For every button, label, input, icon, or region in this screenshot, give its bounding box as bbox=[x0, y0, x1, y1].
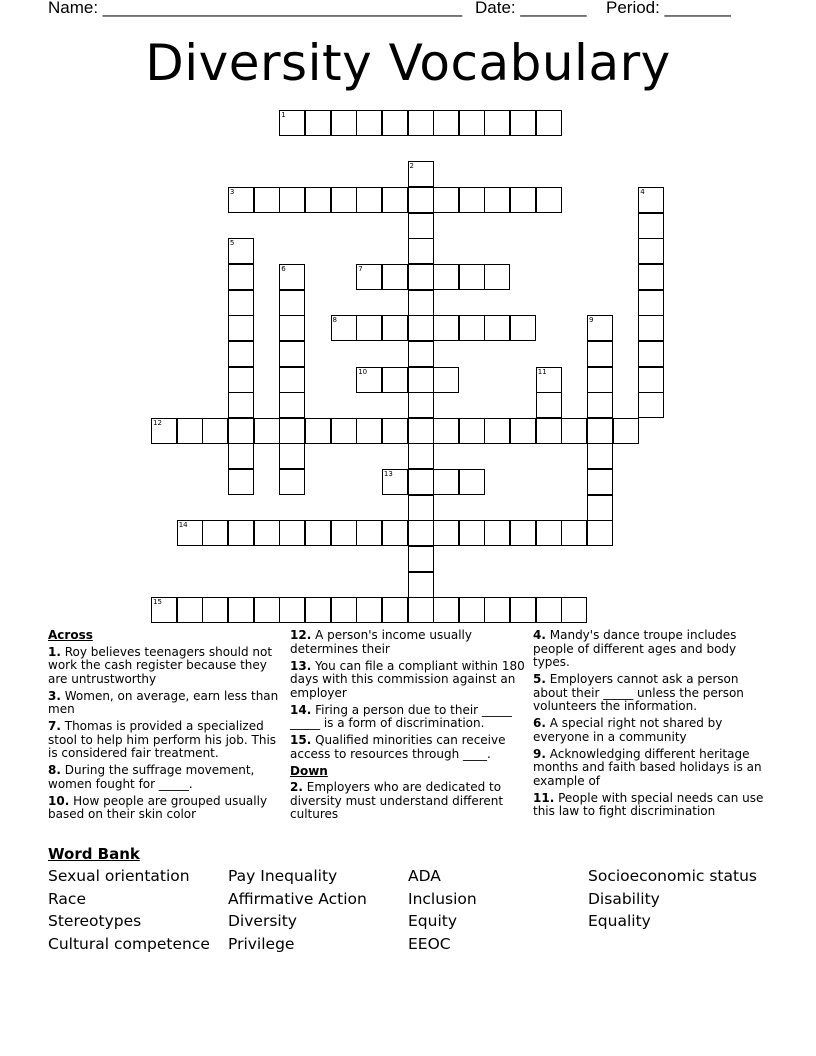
crossword-cell[interactable] bbox=[254, 187, 280, 213]
cell-number: 2 bbox=[409, 162, 414, 171]
crossword-cell[interactable] bbox=[177, 418, 203, 444]
word-bank bbox=[48, 867, 788, 958]
clue-number: 1. bbox=[48, 644, 61, 659]
word-bank-item: Race bbox=[48, 889, 86, 908]
crossword-cell[interactable] bbox=[382, 110, 408, 136]
crossword-cell[interactable] bbox=[228, 367, 254, 393]
word-bank-item: Stereotypes bbox=[48, 912, 142, 931]
crossword-cell[interactable] bbox=[587, 443, 613, 469]
cell-number: 4 bbox=[640, 187, 645, 196]
crossword-cell[interactable] bbox=[151, 597, 177, 623]
crossword-cell[interactable] bbox=[228, 392, 254, 418]
cell-number: 8 bbox=[332, 316, 337, 325]
cell-number: 3 bbox=[229, 187, 235, 196]
crossword-cell[interactable] bbox=[587, 392, 613, 418]
crossword-cell[interactable] bbox=[587, 315, 613, 341]
crossword-cell[interactable] bbox=[305, 110, 331, 136]
crossword-cell[interactable] bbox=[331, 315, 357, 341]
crossword-cell[interactable] bbox=[638, 341, 664, 367]
crossword-cell[interactable] bbox=[510, 187, 536, 213]
crossword-cell[interactable] bbox=[382, 315, 408, 341]
crossword-cell[interactable] bbox=[151, 418, 177, 444]
crossword-cell[interactable] bbox=[382, 367, 408, 393]
clue-across-10 bbox=[48, 795, 284, 822]
crossword-cell[interactable] bbox=[484, 187, 510, 213]
crossword-cell[interactable] bbox=[279, 315, 305, 341]
word-bank-title: Word Bank bbox=[48, 845, 140, 863]
clue-down-5 bbox=[533, 673, 769, 714]
crossword-cell[interactable] bbox=[408, 290, 434, 316]
crossword-cell[interactable] bbox=[433, 187, 459, 213]
crossword-cell[interactable] bbox=[561, 520, 587, 546]
crossword-cell[interactable] bbox=[408, 443, 434, 469]
crossword-cell[interactable] bbox=[408, 110, 434, 136]
clue-across-13 bbox=[290, 660, 526, 701]
crossword-cell[interactable] bbox=[279, 187, 305, 213]
clue-text: Women, on average, earn less than men bbox=[48, 688, 279, 716]
crossword-cell[interactable] bbox=[408, 187, 434, 213]
crossword-cell[interactable] bbox=[536, 367, 562, 393]
page-title: Diversity Vocabulary bbox=[145, 34, 671, 92]
crossword-cell[interactable] bbox=[510, 597, 536, 623]
crossword-cell[interactable] bbox=[279, 264, 305, 290]
clue-number: 15. bbox=[290, 733, 312, 747]
crossword-cell[interactable] bbox=[279, 418, 305, 444]
crossword-cell[interactable] bbox=[510, 520, 536, 546]
crossword-cell[interactable] bbox=[638, 315, 664, 341]
crossword-cell[interactable] bbox=[356, 315, 382, 341]
crossword-cell[interactable] bbox=[536, 392, 562, 418]
clue-number: 5. bbox=[533, 672, 546, 686]
crossword-cell[interactable] bbox=[587, 469, 613, 495]
clue-number: 10. bbox=[48, 793, 70, 808]
crossword-cell[interactable] bbox=[561, 418, 587, 444]
crossword-cell[interactable] bbox=[408, 213, 434, 239]
crossword-cell[interactable] bbox=[382, 187, 408, 213]
crossword-cell[interactable] bbox=[279, 367, 305, 393]
clue-across-3 bbox=[48, 690, 284, 717]
crossword-cell[interactable] bbox=[433, 315, 459, 341]
crossword-cell[interactable] bbox=[228, 187, 254, 213]
crossword-cell[interactable] bbox=[587, 495, 613, 521]
crossword-cell[interactable] bbox=[459, 187, 485, 213]
crossword-cell[interactable] bbox=[510, 110, 536, 136]
cell-number: 6 bbox=[281, 264, 286, 273]
crossword-cell[interactable] bbox=[433, 367, 459, 393]
cell-number: 14 bbox=[178, 521, 188, 530]
clue-down-11 bbox=[533, 792, 769, 819]
crossword-cell[interactable] bbox=[331, 418, 357, 444]
clue-number: 13. bbox=[290, 658, 312, 673]
crossword-cell[interactable] bbox=[279, 110, 305, 136]
crossword-cell[interactable] bbox=[279, 469, 305, 495]
crossword-cell[interactable] bbox=[228, 597, 254, 623]
crossword-cell[interactable] bbox=[638, 264, 664, 290]
crossword-cell[interactable] bbox=[408, 469, 434, 495]
cell-number: 13 bbox=[383, 470, 393, 479]
crossword-cell[interactable] bbox=[459, 520, 485, 546]
word-bank-item: Pay Inequality bbox=[228, 867, 338, 885]
crossword-cell[interactable] bbox=[228, 418, 254, 444]
cell-number: 7 bbox=[358, 264, 363, 273]
clue-number: 2. bbox=[290, 780, 303, 794]
crossword-cell[interactable] bbox=[202, 418, 228, 444]
crossword-cell[interactable] bbox=[408, 392, 434, 418]
crossword-cell[interactable] bbox=[177, 520, 203, 546]
crossword-cell[interactable] bbox=[331, 597, 357, 623]
crossword-cell[interactable] bbox=[484, 315, 510, 341]
date-field-label[interactable]: Date: _______ bbox=[475, 0, 587, 17]
crossword-cell[interactable] bbox=[459, 469, 485, 495]
crossword-cell[interactable] bbox=[408, 341, 434, 367]
crossword-cell[interactable] bbox=[484, 110, 510, 136]
crossword-cell[interactable] bbox=[536, 520, 562, 546]
crossword-cell[interactable] bbox=[638, 367, 664, 393]
crossword-cell[interactable] bbox=[408, 315, 434, 341]
down-heading: Down bbox=[290, 763, 328, 778]
crossword-cell[interactable] bbox=[638, 213, 664, 239]
crossword-cell[interactable] bbox=[484, 597, 510, 623]
clue-number: 6. bbox=[533, 716, 546, 730]
clue-across-1 bbox=[48, 646, 284, 687]
crossword-cell[interactable] bbox=[536, 418, 562, 444]
crossword-cell[interactable] bbox=[382, 418, 408, 444]
crossword-cell[interactable] bbox=[587, 341, 613, 367]
crossword-cell[interactable] bbox=[484, 418, 510, 444]
crossword-cell[interactable] bbox=[408, 546, 434, 572]
crossword-cell[interactable] bbox=[433, 264, 459, 290]
crossword-cell[interactable] bbox=[228, 315, 254, 341]
crossword-cell[interactable] bbox=[613, 418, 639, 444]
crossword-cell[interactable] bbox=[228, 341, 254, 367]
crossword-cell[interactable] bbox=[305, 418, 331, 444]
word-bank-item bbox=[588, 935, 788, 958]
clue-text: Thomas is provided a specialized stool to help him perform his job. This is considered fair treatment. bbox=[48, 719, 277, 760]
crossword-cell[interactable] bbox=[382, 469, 408, 495]
crossword-cell[interactable] bbox=[356, 418, 382, 444]
cell-number: 15 bbox=[153, 598, 162, 607]
crossword-cell[interactable] bbox=[459, 264, 485, 290]
crossword-cell[interactable] bbox=[254, 418, 280, 444]
clue-down-4 bbox=[533, 629, 769, 670]
crossword-cell[interactable] bbox=[433, 110, 459, 136]
clue-text: How people are grouped usually based on their skin color bbox=[48, 793, 268, 821]
word-bank-item: Inclusion bbox=[408, 889, 477, 908]
crossword-cell[interactable] bbox=[433, 469, 459, 495]
clue-down-6 bbox=[533, 717, 769, 744]
crossword-cell[interactable] bbox=[228, 290, 254, 316]
clue-number: 14. bbox=[290, 702, 312, 717]
crossword-cell[interactable] bbox=[279, 290, 305, 316]
clue-across-7 bbox=[48, 720, 284, 761]
clue-number: 11. bbox=[533, 790, 555, 805]
crossword-cell[interactable] bbox=[356, 187, 382, 213]
clue-number: 3. bbox=[48, 688, 61, 703]
crossword-cell[interactable] bbox=[254, 597, 280, 623]
word-bank-item: Equity bbox=[408, 912, 458, 931]
crossword-cell[interactable] bbox=[433, 520, 459, 546]
clue-text: A special right not shared by everyone in a community bbox=[533, 716, 723, 744]
crossword-cell[interactable] bbox=[228, 443, 254, 469]
crossword-cell[interactable] bbox=[638, 290, 664, 316]
crossword-cell[interactable] bbox=[254, 520, 280, 546]
crossword-cell[interactable] bbox=[279, 392, 305, 418]
word-bank-item: ADA bbox=[408, 867, 441, 885]
crossword-cell[interactable] bbox=[408, 520, 434, 546]
crossword-cell[interactable] bbox=[587, 367, 613, 393]
crossword-cell[interactable] bbox=[638, 392, 664, 418]
clue-number: 4. bbox=[533, 628, 546, 642]
clue-across-14 bbox=[290, 704, 526, 731]
clue-across-12 bbox=[290, 629, 526, 656]
word-bank-item: Cultural competence bbox=[48, 935, 210, 954]
crossword-cell[interactable] bbox=[459, 418, 485, 444]
crossword-cell[interactable] bbox=[331, 187, 357, 213]
clue-text: A person's income usually determines their bbox=[290, 628, 472, 656]
crossword-cell[interactable] bbox=[228, 264, 254, 290]
crossword-cell[interactable] bbox=[459, 597, 485, 623]
crossword-cell[interactable] bbox=[279, 443, 305, 469]
crossword-cell[interactable] bbox=[536, 187, 562, 213]
crossword-cell[interactable] bbox=[459, 315, 485, 341]
clues-column-2 bbox=[290, 629, 526, 825]
crossword-cell[interactable] bbox=[433, 597, 459, 623]
crossword-cell[interactable] bbox=[202, 597, 228, 623]
crossword-cell[interactable] bbox=[279, 341, 305, 367]
clue-number: 9. bbox=[533, 746, 546, 761]
crossword-cell[interactable] bbox=[202, 520, 228, 546]
across-heading: Across bbox=[48, 628, 93, 642]
crossword-cell[interactable] bbox=[356, 264, 382, 290]
crossword-cell[interactable] bbox=[459, 110, 485, 136]
crossword-cell[interactable] bbox=[510, 418, 536, 444]
crossword-cell[interactable] bbox=[382, 597, 408, 623]
crossword-cell[interactable] bbox=[638, 238, 664, 264]
crossword-cell[interactable] bbox=[408, 597, 434, 623]
crossword-cell[interactable] bbox=[408, 161, 434, 187]
crossword-cell[interactable] bbox=[561, 597, 587, 623]
cell-number: 12 bbox=[153, 418, 162, 427]
crossword-cell[interactable] bbox=[331, 520, 357, 546]
crossword-cell[interactable] bbox=[382, 264, 408, 290]
crossword-cell[interactable] bbox=[587, 520, 613, 546]
crossword-cell[interactable] bbox=[536, 110, 562, 136]
cell-number: 10 bbox=[358, 367, 368, 376]
word-bank-item: Affirmative Action bbox=[228, 889, 367, 908]
crossword-cell[interactable] bbox=[279, 597, 305, 623]
name-field-label[interactable]: Name: ______________________________________ bbox=[48, 0, 463, 17]
crossword-cell[interactable] bbox=[228, 520, 254, 546]
clue-across-15 bbox=[290, 734, 526, 761]
crossword-cell[interactable] bbox=[587, 418, 613, 444]
crossword-cell[interactable] bbox=[433, 418, 459, 444]
crossword-cell[interactable] bbox=[356, 367, 382, 393]
crossword-cell[interactable] bbox=[408, 367, 434, 393]
word-bank-item: EEOC bbox=[408, 935, 451, 954]
crossword-cell[interactable] bbox=[356, 520, 382, 546]
crossword-cell[interactable] bbox=[484, 264, 510, 290]
crossword-cell[interactable] bbox=[382, 520, 408, 546]
word-bank-item: Diversity bbox=[228, 912, 297, 931]
crossword-cell[interactable] bbox=[305, 187, 331, 213]
clue-text: Qualified minorities can receive access to resources through ____. bbox=[290, 733, 506, 761]
word-bank-item: Privilege bbox=[228, 935, 295, 954]
crossword-cell[interactable] bbox=[408, 418, 434, 444]
clue-text: Mandy's dance troupe includes people of different ages and body types. bbox=[533, 628, 737, 669]
clue-text: Acknowledging different heritage months and faith based holidays is an example of bbox=[533, 746, 762, 788]
clue-number: 12. bbox=[290, 628, 312, 642]
crossword-cell[interactable] bbox=[279, 520, 305, 546]
cell-number: 9 bbox=[589, 316, 594, 325]
word-bank-item: Socioeconomic status bbox=[588, 867, 757, 885]
cell-number: 11 bbox=[537, 367, 547, 376]
cell-number: 1 bbox=[281, 111, 286, 119]
crossword-cell[interactable] bbox=[305, 520, 331, 546]
crossword-cell[interactable] bbox=[228, 469, 254, 495]
crossword-cell[interactable] bbox=[484, 520, 510, 546]
clues-column-3 bbox=[533, 629, 769, 822]
crossword-cell[interactable] bbox=[356, 110, 382, 136]
crossword-cell[interactable] bbox=[408, 495, 434, 521]
word-bank-item: Equality bbox=[588, 912, 651, 931]
clue-number: 7. bbox=[48, 719, 61, 733]
period-field-label[interactable]: Period: _______ bbox=[606, 0, 731, 17]
crossword-cell[interactable] bbox=[638, 187, 664, 213]
word-bank-item: Sexual orientation bbox=[48, 867, 190, 885]
clue-across-8 bbox=[48, 764, 284, 791]
crossword-cell[interactable] bbox=[510, 315, 536, 341]
clue-down-2 bbox=[290, 781, 526, 822]
clue-text: During the suffrage movement, women fought for _____. bbox=[48, 763, 255, 791]
crossword-cell[interactable] bbox=[228, 238, 254, 264]
clues-column-1 bbox=[48, 629, 284, 825]
cell-number: 5 bbox=[229, 239, 235, 248]
clue-text: Employers who are dedicated to diversity must understand different cultures bbox=[290, 780, 504, 821]
crossword-cell[interactable] bbox=[408, 264, 434, 290]
clue-text: People with special needs can use this law to fight discrimination bbox=[533, 790, 764, 818]
clue-text: Roy believes teenagers should not work the cash register because they are untrustworthy bbox=[48, 644, 273, 686]
clue-text: Employers cannot ask a person about their _____ unless the person volunteers the information. bbox=[533, 672, 744, 713]
word-bank-item: Disability bbox=[588, 889, 660, 908]
crossword-cell[interactable] bbox=[356, 597, 382, 623]
crossword-cell[interactable] bbox=[536, 597, 562, 623]
crossword-cell[interactable] bbox=[177, 597, 203, 623]
crossword-cell[interactable] bbox=[408, 572, 434, 598]
crossword-cell[interactable] bbox=[408, 238, 434, 264]
clue-number: 8. bbox=[48, 763, 61, 777]
clue-text: You can file a compliant within 180 days with this commission against an employer bbox=[290, 658, 525, 700]
crossword-cell[interactable] bbox=[331, 110, 357, 136]
clue-down-9 bbox=[533, 748, 769, 789]
clue-text: Firing a person due to their _____ _____ is a form of discrimination. bbox=[290, 702, 512, 730]
crossword-cell[interactable] bbox=[305, 597, 331, 623]
